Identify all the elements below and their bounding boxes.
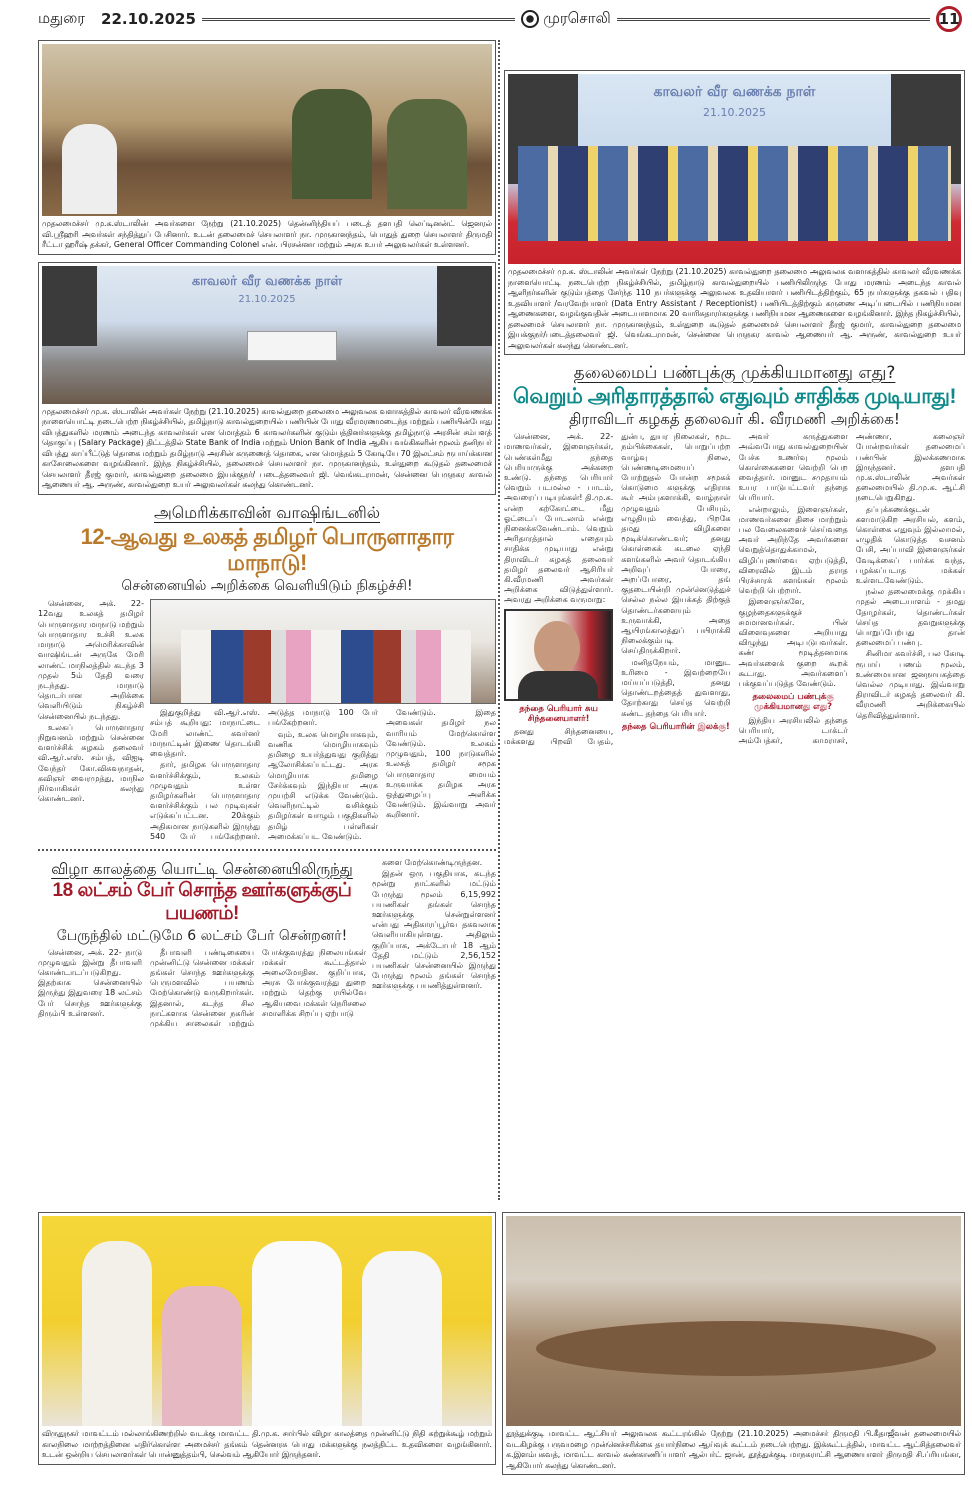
photo-box-welfare-aid bbox=[38, 1212, 496, 1465]
travel-body bbox=[38, 948, 366, 1030]
econ-right-block bbox=[150, 599, 496, 842]
subheading: தந்தை பெரியார் சுய சிந்தனையாளர்! bbox=[519, 703, 598, 724]
paragraph: இளைஞர்களே, குழந்தைகளுக்குச் சமமானவர்கள். பின் விளைவுகளை அறியாது விழுந்து அடிபடுபவர்கள். கண் மூடித்தனமாக அவர்களைக் குறை கூறக் கூடாது. அவர்களைப் பக்குவப்படுத்த வேண்டும். bbox=[738, 597, 848, 689]
photo-box-cheque-distribution bbox=[38, 262, 496, 495]
paragraph: உலகப் பொருளாதார நிறுவனம் மற்றும் சென்னை வளர்ச்சிக் கழகம் தலைவர் வி.ஆர்.எஸ். சம்பத், விஐடி வேந்தர் கோ.விசுவநாதன், கவிஞர் வைரமுத்து, மாநில நிர்வாகிகள் கலந்து கொண்டனர். bbox=[38, 722, 144, 804]
veeramani-kicker: தலைமைப் பண்புக்கு முக்கியமானது எது? bbox=[573, 363, 896, 383]
econ-body-cols bbox=[150, 708, 496, 842]
econ-kicker: அமெரிக்காவின் வாஷிங்டனில் bbox=[153, 502, 381, 522]
econ-subhead: சென்னையில் அறிக்கை வெளியிடும் நிகழ்ச்சி! bbox=[121, 578, 413, 595]
photo-caption: விருதுநகர் மாவட்டம் மல்லாங்கிணற்றில் வடக்கு மாவட்ட தி.மு.க. சார்பில் விழா காலத்தை முன்னிட்டு நிதி சுற்றுக்கூழ் மற்றும் காலநிலை மாற்றத்தினை எதிர்கொள்ள அமைச்சர் தங்கம் தென்னரசு பொது மக்களுக்கு நலத்திட்ட உதவிகளை வழங்கினார். உடன் ஒன்றிய செயலாளர்கள் பொன்னுத்தம்பி, செல்வம் ஆகியோர் இருந்தனர். bbox=[42, 1429, 492, 1459]
veeramani-headline: வெறும் அரிதாரத்தால் எதுவும் சாதிக்க முடியாது! bbox=[513, 385, 956, 408]
column-divider bbox=[498, 40, 500, 1200]
photo-cheque-distribution bbox=[42, 266, 492, 404]
photo-box-army-meeting bbox=[38, 40, 496, 255]
econ-body-col1 bbox=[38, 599, 144, 805]
paragraph: இந்திய அரசியலில் தந்தை பெரியார், டாக்டர் அம்பேத்கர், காமராசர், அண்ணா, கலைஞர் போன்றவர்கள் தலைமைப் பண்பின் இலக்கணமாக இருந்தனர். தளபதி மு.க.ஸ்டாலின் அவர்கள் தலைமையில் தி.மு.க. ஆட்சி நடைபெறுகிறது. bbox=[738, 432, 965, 746]
photo-economics-conference bbox=[150, 599, 496, 704]
photo-police-appointments bbox=[508, 74, 961, 264]
banner-title: காவலர் வீர வணக்க நாள் bbox=[191, 273, 343, 289]
econ-body-row bbox=[38, 599, 496, 842]
banner-title: காவலர் வீர வணக்க நாள் bbox=[653, 84, 816, 100]
travel-headline: 18 லட்சம் பேர் சொந்த ஊர்களுக்குப் பயணம்! bbox=[52, 879, 352, 924]
paper-name: முரசொலி bbox=[543, 9, 611, 27]
paragraph: தனது சிந்தனையை, மக்களது பிறவி பேதம், துன்ப, துயர நிலைகள், மூட நம்பிக்கைகள், பொறுப்பற்ற வாழ்வு நிலை, பெண்ணடிமையைப் போற்றுதல் போன்ற சமூகக் கொடுமை களுக்கு எதிராக கூர் அம்புகளாக்கி, வாழ்நாள் முழுவதும் பேசியும், எழுதியும் வைத்து, பிறகே தமது விழிகளை மூடிக்கொண்டவர்; தனது கொள்கைக் கடலை ஏந்தி களங்களில் அவர் தொடங்கிய அறிவுப் போரை, அறப்போரை, தங் குதடையின்றி முன்னெடுத்துச் செல்ல நல்ல இயக்கத் திற்குத் தொண்டர்களையும் உருவாக்கி, அதை ஆயிரங்காலத்துப் பயிராக்கி நிலைக்கும்படி செய்திருக்கிறார். bbox=[504, 432, 731, 747]
bottom-photo-row bbox=[38, 1212, 965, 1475]
paragraph: இதுகுறித்து வி.ஆர்.எஸ். சம்பத் கூறியது: மாநாட்டை மேரி லாண்ட் கவர்னர் மாநாட்டின் இணை தொடங்கி வைத்தார். bbox=[150, 708, 260, 759]
paragraph: சென்னை, அக். 22- நாடு முழுவதும் இன்று தீபாவளி கொண்டாடப்படுகிறது. இதற்காக சென்னையில் இருந்து இதுவரை 18 லட்சம் பேர் சொந்த ஊர்களுக்கு திரும்பி உள்ளனர். bbox=[38, 947, 142, 1018]
cheque-board bbox=[247, 331, 337, 361]
travel-side-col bbox=[372, 858, 496, 993]
header-rule bbox=[617, 18, 930, 21]
header-rule bbox=[202, 18, 515, 21]
drum-logo-icon bbox=[521, 10, 539, 28]
travel-kicker: விழா காலத்தை யொட்டி சென்னையிலிருந்து bbox=[51, 859, 353, 878]
travel-subhead: பேருந்தில் மட்டுமே 6 லட்சம் பேர் சென்றனர்! bbox=[56, 927, 348, 944]
veeramani-article bbox=[504, 362, 965, 747]
paragraph: மனிதநேயம், மானுட உரிமை - இவற்றையே மய்யப்படுத்தி, தனது தொண்டறத்தைத் துவளாது, தோற்காது செய்த வெற்றி கண்ட தந்தை பெரியார். bbox=[621, 657, 731, 718]
photo-box-police-appointments bbox=[504, 70, 965, 355]
photo-monsoon-review bbox=[506, 1216, 961, 1426]
travel-article bbox=[38, 858, 496, 1029]
paragraph: இதன் ஒரு பகுதியாக, கடந்த மூன்று நாட்களில் மட்டும் பேருந்து மூலம் 6,15,992 பயணிகள் தங்கள் சொந்த ஊர்களுக்கு சென்றுள்ளனர் என்பது அதிகாரப்பூர்வ தகவலாக வெளியாகியுள்ளது. அதிலும் குறிப்பாக, அக்டோபர் 18 ஆம் தேதி மட்டும் 2,56,152 பயணிகள் சென்னையில் இருந்து பேருந்து மூலம் தங்கள் சொந்த ஊர்களுக்கு பயணித்துள்ளனர். bbox=[372, 869, 496, 991]
banner-date: 21.10.2025 bbox=[703, 106, 766, 119]
travel-main bbox=[38, 858, 366, 1029]
photo-caption: முதலமைச்சர் மு.க. ஸ்டாலின் அவர்கள் நேற்று (21.10.2025) காவல்துறை தலைமை அலுவலக வளாகத்தில் காவலர் வீரவணக்க நாளையொட்டி நடைபெற்ற நிகழ்ச்சியில், தமிழ்நாடு காவல்துறையில் பணியின் போது வீரமரணமடைந்த மற்றும் பணியின்போது விபத்துகளில் மரணம் அடைந்த காவலர்கள் என மொத்தம் 6 காவலர்களின் குடும்பத்தினர்களுக்கு தமிழ்நாடு அரசின் சம்பளத் தொகுப்பு (Salary Package) திட்டத்தில் State Bank of India மற்றும் Union Bank of India ஆகிய வங்கிகளின் மூலம் தனிநபர் விபத்து காப்பீட்டுத் தொகை மற்றும் தமிழ்நாடு அரசின் கருணைத் தொகை, என மொத்தம் 5 கோடியே 70 இலட்சம் ரூபாய்க்கான காசோலைகளை வழங்கினார். இந்த நிகழ்ச்சியில், தலைமைச் செயலாளர் நா. முருகானந்தம், உள்துறை கூடுதல் தலைமைச் செயலாளர் தீரஜ் குமார், காவல்துறை தலைமை இயக்குநர்/ படைத்தலைவர் ஜி. வெங்கடராமன், சென்னை பெருநகர காவல் ஆணையர் ஆ. அருண், காவல்துறை உயர் அலுவலர்கள் கலந்து கொண்டனர். bbox=[42, 406, 492, 489]
subheading: தலைமைப் பண்புக்கு முக்கியமானது எது? bbox=[752, 692, 834, 713]
banner-date: 21.10.2025 bbox=[238, 293, 296, 305]
photo-welfare-aid bbox=[42, 1216, 492, 1426]
paragraph: சினிமா கவர்ச்சி, பல கோடி ரூபாய் பணம் மூலம், உண்மையான ஜனநாயகத்தை வெல்ல முடியாது. இவ்வாறு திராவிடர் கழகத் தலைவர் கி. வீரமணி அறிக்கையில் தெரிவித்துள்ளார். bbox=[855, 649, 965, 720]
photo-caption: முதலமைச்சர் மு.க. ஸ்டாலின் அவர்கள் நேற்று (21.10.2025) காவல்துறை தலைமை அலுவலக வளாகத்தில் காவலர் வீரவணக்க நாளையொட்டி நடைபெற்ற நிகழ்ச்சியில், தமிழ்நாடு காவல்துறையில் பணியிலிருந்த போது மரணம் அடைந்த காவல் ஆளிநர்களின் குடும்பத்தை சேர்ந்த 110 நபர்களுக்கு அலுவலக உதவியாளர் பணியிடத்திற்கும், 65 நபர்களுக்கு தகவல் பதிவு உதவியாளர் /வரவேற்பாளர் (Data Entry Assistant / Receptionist) பணியிடத்திற்கும் கருணை அடிப்படையில் பணிநியமன ஆணைகளை, வழங்குவதின் அடையாளமாக 20 வாரிசுதாரர்களுக்கு பணிநியமன ஆணைகளை வழங்கினார். இந்த நிகழ்ச்சியில், தலைமைச் செயலாளர் நா. முருகானந்தம், உள்துறை கூடுதல் தலைமைச் செயலாளர் தீரஜ் குமார், காவல்துறை தலைமை இயக்குநர்/படைத்தலைவர் ஜி. வெங்கடராமன், சென்னை பெருநகர காவல் ஆணையர் ஆ. அருண், காவல்துறை உயர் அலுவலர்கள் கலந்து கொண்டனர். bbox=[508, 267, 961, 350]
paragraph: வும், உலக மொழியாகவும், வணிக மொழியாகவும் தமிழை உயர்த்துவது குறித்து ஆலோசிக்கப்பட்டது. அரசு மொழியாக தமிழை சேர்க்கவும் இந்தியா அரசு முயற்சி எடுக்க வேண்டும். வெளிநாட்டில் வசிக்கும் தமிழர்கள் வாழும் பகுதிகளில் தமிழ் பள்ளிகள் அமைக்கப்பட வேண்டும். bbox=[268, 729, 378, 841]
section-divider bbox=[38, 849, 496, 851]
econ-headline: 12-ஆவது உலகத் தமிழர் பொருளாதார மாநாடு! bbox=[80, 523, 454, 575]
veeramani-subhead: திராவிடர் கழகத் தலைவர் கி. வீரமணி அறிக்கை! bbox=[569, 410, 900, 429]
paragraph: நல்ல தலைமைக்கு முக்கிய முதல் அடையாளம் - தமது தோழர்கள், தொண்டர்கள் செய்த தவறுகளுக்கு பொறுப்பேற்பது தான் தலைமைப் பண்பு. bbox=[855, 587, 965, 648]
paragraph: களை மேற்கொண்டிருந்தன. bbox=[382, 857, 483, 867]
photo-army-meeting bbox=[42, 44, 492, 216]
paragraph: தப்புக்கணக்குடன் களமாடுகிற அரசியல், களம், கொள்கை எதுவும் இல்லாமல், எழுதிக் கொடுத்த வசனம் பேசி, அப்பாவி இளைஞர்கள் வேடிக்கைப் பார்க்க வந்த, பழக்கப்படாத மக்கள் உள்ளடவேண்டும். bbox=[855, 504, 965, 586]
page-number: 11 bbox=[936, 6, 962, 32]
right-column bbox=[504, 70, 965, 747]
paragraph: தார், தமிழக பொருளாதார வளர்ச்சிக்கும், உலகம் முழுவதும் உள்ள தமிழர்களின் பொருளாதார வளர்ச்சிக்கும் பல முடிவுகள் எடுக்கப்பட்டன. 20க்கும் அதிகமான நாடுகளில் இருந்து 540 பேர் பங்கேற்றனர். அடுத்த மாநாடு 100 பேர் பங்கேற்றனர். bbox=[150, 708, 378, 841]
photo-caption: தூத்துக்குடி மாவட்ட ஆட்சியர் அலுவலக கூட்டரங்கில் நேற்று (21.10.2025) அமைச்சர் திருமதி பி.கீதாஜீவன் தலைமையில் வடகிழக்கு பருவமழை முன்னெச்சரிக்கை தயார்நிலை ஆய்வுக் கூட்டம் நடைபெற்றது. இக்கூட்டத்தில், மாவட்ட ஆட்சித்தலைவர் க.இளம்பகவத், மாவட்ட காவல் கண்காணிப்பாளர் ஆல்பர்ட் ஜான், தூத்துக்குடி மாநகராட்சி ஆணையாளர் திருமதி சி.ப்ரியங்கா, ஆகியோர் கலந்து கொண்டனர். bbox=[506, 1429, 961, 1470]
photo-veeramani-portrait bbox=[504, 609, 613, 701]
paragraph: அவர் கருத்துகளை அவ்வபோது காவல்துறையின் பேச்சு உணர்வு மூலம் கொள்கைகளை வெற்றி பெற வைத்தார். மானுட சமுதாயம் உயர பாடுபட்டவர் தந்தை பெரியார். bbox=[738, 432, 848, 503]
veeramani-body bbox=[504, 432, 965, 747]
edition-city: மதுரை bbox=[38, 9, 86, 27]
masthead-bar bbox=[38, 6, 962, 32]
edition-date: 22.10.2025 bbox=[101, 10, 196, 28]
left-column bbox=[38, 40, 496, 1029]
paragraph: தீபாவளி பண்டிகையை முன்னிட்டு சென்னை மக்கள் தங்கள் சொந்த ஊர்களுக்கு பெருமளவில் பயணம் மேற்கொண்டு வருகிறார்கள். இதனால், கடந்த சில நாட்களாக சென்னை நகரின் முக்கிய சாலைகள் மற்றும் போக்குவரத்து நிலையங்கள் மக்கள் கூட்டத்தால் அலைமோதின. குறிப்பாக, அரசு போக்குவரத்து துறை மற்றும் தெற்கு ரயில்வே ஆகியவை மக்கள் நெரிசலை சமாளிக்க சிறப்பு ஏற்பாடு bbox=[150, 947, 366, 1028]
paragraph: சென்னை, அக். 22- மாணவர்கள், இளைஞர்கள், பெண்கள்மீது தந்தை பெரியாருக்கு அக்கறை உண்டு. தந்தை பெரியார் வெறும் படமல்ல - பாடம், அவரைப் படியுங்கள்! தி.மு.க. என்ற கற்கோட்டை மீது ஓட்டைப் போடலாம் என்று நினைக்கவேண்டாம். வெறும் அரிதாரத்தால் எதையும் சாதிக்க முடியாது என்று திராவிடர் கழகத் தலைவர் தமிழர் தலைவர் ஆசிரியர் கி.வீரமணி அவர்கள் அறிக்கை விடுத்துள்ளார். அவரது அறிக்கை வருமாறு: bbox=[504, 432, 614, 605]
econ-article bbox=[38, 502, 496, 842]
subheading: தந்தை பெரியாரின் இலக்கு! bbox=[621, 721, 730, 732]
paragraph: சென்னை, அக். 22- 12வது உலகத் தமிழர் பொருளாதார மாநாடு மற்றும் பொருளாதார உச்சி உலக மாநாடு அமெரிக்காவின் வாஷிங்டன் அருகே மேரி லாண்ட் மாநிலத்தில் கடந்த 3 முதல் 5ம் தேதி வரை நடந்தது. மாநாடு தொடர்பான அறிக்கை வெளியிடும் நிகழ்ச்சி சென்னையில் நடந்தது. bbox=[38, 599, 144, 721]
photo-box-monsoon-review bbox=[502, 1212, 965, 1475]
paragraph: என்றாலும், இளைஞர்கள், மாணவர்களை திசை மாற்றும் பல வேலைகளைச் செய்வதை அவர் அறிந்தே அவர்களை வெறுத்தொதுக்காமல், விழிப்புணர்வை ஏற்படுத்தி, விரைவில் இடம் தராத பிரச்சாரக் களங்கள் மூலம் வெற்றி பெற்றார். bbox=[738, 504, 848, 596]
paragraph: வேண்டும். இதை அவைகள் தமிழர் நல வாரியம் மேற்கொள்ள வேண்டும். உலகம் முழுவதும், 100 நாடுகளில் உலகத் தமிழர் சமூக பொருளாதார மையம் உருவாக்க தமிழக அரசு ஒத்துழைப்பு அளிக்க வேண்டும். இவ்வாறு அவர் கூறினார். bbox=[386, 708, 496, 820]
photo-caption: முதலமைச்சர் மு.க.ஸ்டாலின் அவர்களை நேற்று (21.10.2025) தென்னிந்தியப் படைத் தளபதி லெப்டினன்ட் ஜெனரல் வி.ஸ்ரீஹரி அவர்கள் சந்தித்துப் பேசினார். உடன் தலைமைச் செயலாளர் நா. முருகானந்தம், பொதுத் துறை செயலாளர் திருமதி ரீட்டா ஹரீஷ் தக்கர், General Officer Commanding Colonel என். பிரசன்னா மற்றும் அரசு உயர் அலுவலர்கள் உள்ளனர். bbox=[42, 219, 492, 249]
